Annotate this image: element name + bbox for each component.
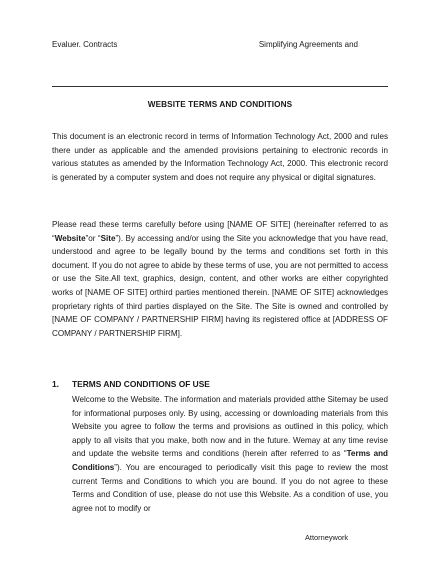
- intro-paragraph: This document is an electronic record in terms of Information Technology Act, 2000 and rules there under as applicable and the amended provisions pertaining to electronic records in various statutes as amended by the Information Technology Act, 2000. This electronic record is generated by a computer system and does not require any physical or digital signatures.: [52, 132, 388, 182]
- header-brand: Evaluer. Contracts: [52, 40, 118, 49]
- bold-term-site: Site: [100, 233, 116, 243]
- text-run: Welcome to the Website. The information and materials provided atthe Sitemay be used for informational purposes only. By using, accessing or downloading materials from this Website you agree to follow the terms and provisions as outlined in this policy, which apply to all visits that you make, both now and in the future. Wemay at any time revise and update the website terms and conditions (herein after referred to as “: [72, 395, 388, 459]
- header-tagline: Simplifying Agreements and: [258, 40, 358, 49]
- page-header: [52, 40, 388, 62]
- section-paragraph: [72, 393, 388, 515]
- section-number: 1.: [52, 379, 59, 389]
- section-heading: TERMS AND CONDITIONS OF USE: [72, 379, 210, 389]
- header-divider: [52, 86, 388, 87]
- text-run: ”). By accessing and/or using the Site you acknowledge that you have read, understood and agree to be legally bound by the terms and conditions set forth in this document. If you do not agree to abide by these terms of use, you are not permitted to access or use the Site.All text, graphics, design, content, and other works are either copyrighted works of [NAME OF SITE] orthird parties mentioned therein. [NAME OF SITE] acknowledges proprietary rights of third parties displayed on the Site. The Site is owned and controlled by [NAME OF COMPANY / PARTNERSHIP FIRM] having its registered office at [ADDRESS OF COMPANY / PARTNERSHIP FIRM].: [52, 233, 388, 338]
- bold-term-website: Website: [54, 233, 86, 243]
- text-run: ”). You are encouraged to periodically visit this page to review the most current Terms and Conditions to which you are bound. If you do not agree to these Terms and Condition of use, please do not use this Website. As a condition of use, you agree not to modify or: [72, 462, 388, 513]
- bold-term-terms-and-conditions: Terms and Conditions: [72, 449, 388, 472]
- text-run: ”or “: [85, 233, 101, 243]
- terms-read-paragraph: [52, 218, 388, 340]
- document-title: WEBSITE TERMS AND CONDITIONS: [147, 100, 293, 109]
- text-run: Please read these terms carefully before using [NAME OF SITE] (hereinafter referred to as “: [52, 220, 388, 243]
- page-footer: Attorneywork: [305, 533, 349, 542]
